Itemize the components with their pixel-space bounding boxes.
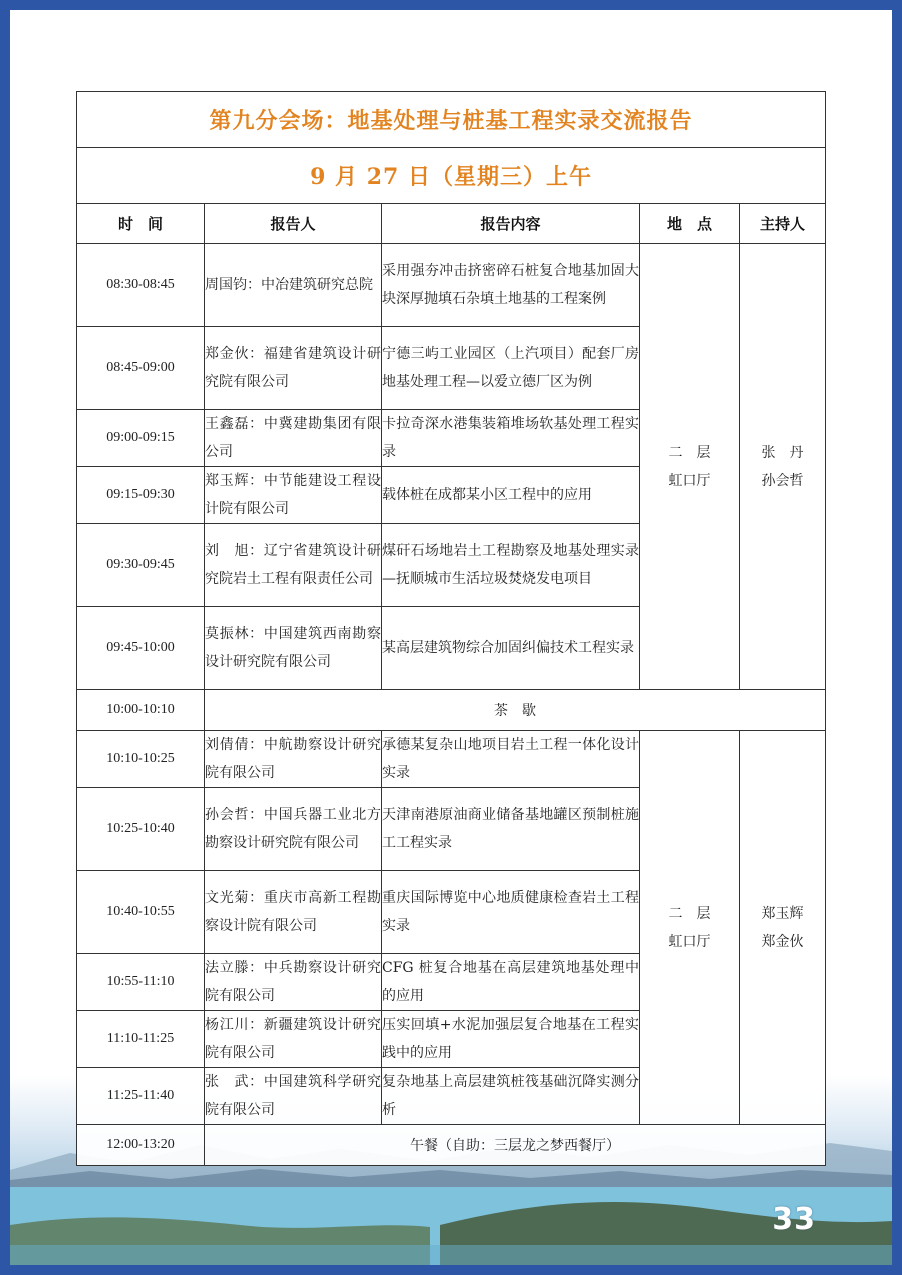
break-time: 10:00-10:10 [77, 690, 205, 731]
row-topic: 采用强夯冲击挤密碎石桩复合地基加固大块深厚抛填石杂填土地基的工程案例 [382, 244, 640, 327]
row-topic: 复杂地基上高层建筑桩筏基础沉降实测分析 [382, 1068, 640, 1125]
schedule-table [76, 91, 826, 1166]
header-place: 地 点 [640, 204, 740, 244]
row-speaker: 张 武：中国建筑科学研究院有限公司 [205, 1068, 382, 1125]
row-speaker: 莫振林：中国建筑西南勘察设计研究院有限公司 [205, 607, 382, 690]
row-time: 10:40-10:55 [77, 871, 205, 954]
row-speaker: 王鑫磊：中冀建勘集团有限公司 [205, 410, 382, 467]
row-topic: 卡拉奇深水港集装箱堆场软基处理工程实录 [382, 410, 640, 467]
host-name: 孙会哲 [761, 472, 804, 489]
host-name: 郑金伙 [761, 933, 804, 950]
row-speaker: 郑玉辉：中节能建设工程设计院有限公司 [205, 467, 382, 524]
row-time: 08:30-08:45 [77, 244, 205, 327]
lunch-row [77, 1125, 826, 1166]
header-time: 时 间 [77, 204, 205, 244]
page-number: 33 [772, 1202, 816, 1237]
session-date: 9 月 27 日（星期三）上午 [77, 148, 826, 204]
row-time: 10:55-11:10 [77, 954, 205, 1011]
row-speaker: 刘 旭：辽宁省建筑设计研究院岩土工程有限责任公司 [205, 524, 382, 607]
row-time: 10:10-10:25 [77, 731, 205, 788]
session1-host [740, 244, 826, 690]
break-row [77, 690, 826, 731]
row-topic: 压实回填+水泥加强层复合地基在工程实践中的应用 [382, 1011, 640, 1068]
row-speaker: 法立滕：中兵勘察设计研究院有限公司 [205, 954, 382, 1011]
row-time: 09:00-09:15 [77, 410, 205, 467]
row-speaker: 文光菊：重庆市高新工程勘察设计院有限公司 [205, 871, 382, 954]
place-hall: 虹口厅 [668, 472, 711, 489]
row-time: 11:25-11:40 [77, 1068, 205, 1125]
row-topic: 载体桩在成都某小区工程中的应用 [382, 467, 640, 524]
session-title: 第九分会场：地基处理与桩基工程实录交流报告 [77, 92, 826, 148]
host-name: 郑玉辉 [761, 905, 804, 922]
row-topic: 煤矸石场地岩土工程勘察及地基处理实录—抚顺城市生活垃圾焚烧发电项目 [382, 524, 640, 607]
place-hall: 虹口厅 [668, 933, 711, 950]
header-speaker: 报告人 [205, 204, 382, 244]
row-speaker: 郑金伙：福建省建筑设计研究院有限公司 [205, 327, 382, 410]
row-time: 09:30-09:45 [77, 524, 205, 607]
row-speaker: 周国钧：中冶建筑研究总院 [205, 244, 382, 327]
break-label: 茶 歇 [205, 690, 826, 731]
host-name: 张 丹 [761, 444, 804, 461]
row-topic: 重庆国际博览中心地质健康检查岩土工程实录 [382, 871, 640, 954]
header-host: 主持人 [740, 204, 826, 244]
row-time: 10:25-10:40 [77, 788, 205, 871]
header-content: 报告内容 [382, 204, 640, 244]
table-row [77, 731, 826, 788]
row-topic: 承德某复杂山地项目岩土工程一体化设计实录 [382, 731, 640, 788]
lunch-label: 午餐（自助：三层龙之梦西餐厅） [205, 1125, 826, 1166]
row-topic: 天津南港原油商业储备基地罐区预制桩施工工程实录 [382, 788, 640, 871]
session2-host [740, 731, 826, 1125]
row-time: 08:45-09:00 [77, 327, 205, 410]
row-time: 11:10-11:25 [77, 1011, 205, 1068]
row-topic: 某高层建筑物综合加固纠偏技术工程实录 [382, 607, 640, 690]
session2-place [640, 731, 740, 1125]
place-floor: 二 层 [668, 905, 711, 922]
row-topic: 宁德三屿工业园区（上汽项目）配套厂房地基处理工程—以爱立德厂区为例 [382, 327, 640, 410]
table-row [77, 244, 826, 327]
row-speaker: 刘倩倩：中航勘察设计研究院有限公司 [205, 731, 382, 788]
row-speaker: 杨江川：新疆建筑设计研究院有限公司 [205, 1011, 382, 1068]
place-floor: 二 层 [668, 444, 711, 461]
row-time: 09:15-09:30 [77, 467, 205, 524]
row-speaker: 孙会哲：中国兵器工业北方勘察设计研究院有限公司 [205, 788, 382, 871]
lunch-time: 12:00-13:20 [77, 1125, 205, 1166]
row-topic: CFG 桩复合地基在高层建筑地基处理中的应用 [382, 954, 640, 1011]
session1-place [640, 244, 740, 690]
row-time: 09:45-10:00 [77, 607, 205, 690]
